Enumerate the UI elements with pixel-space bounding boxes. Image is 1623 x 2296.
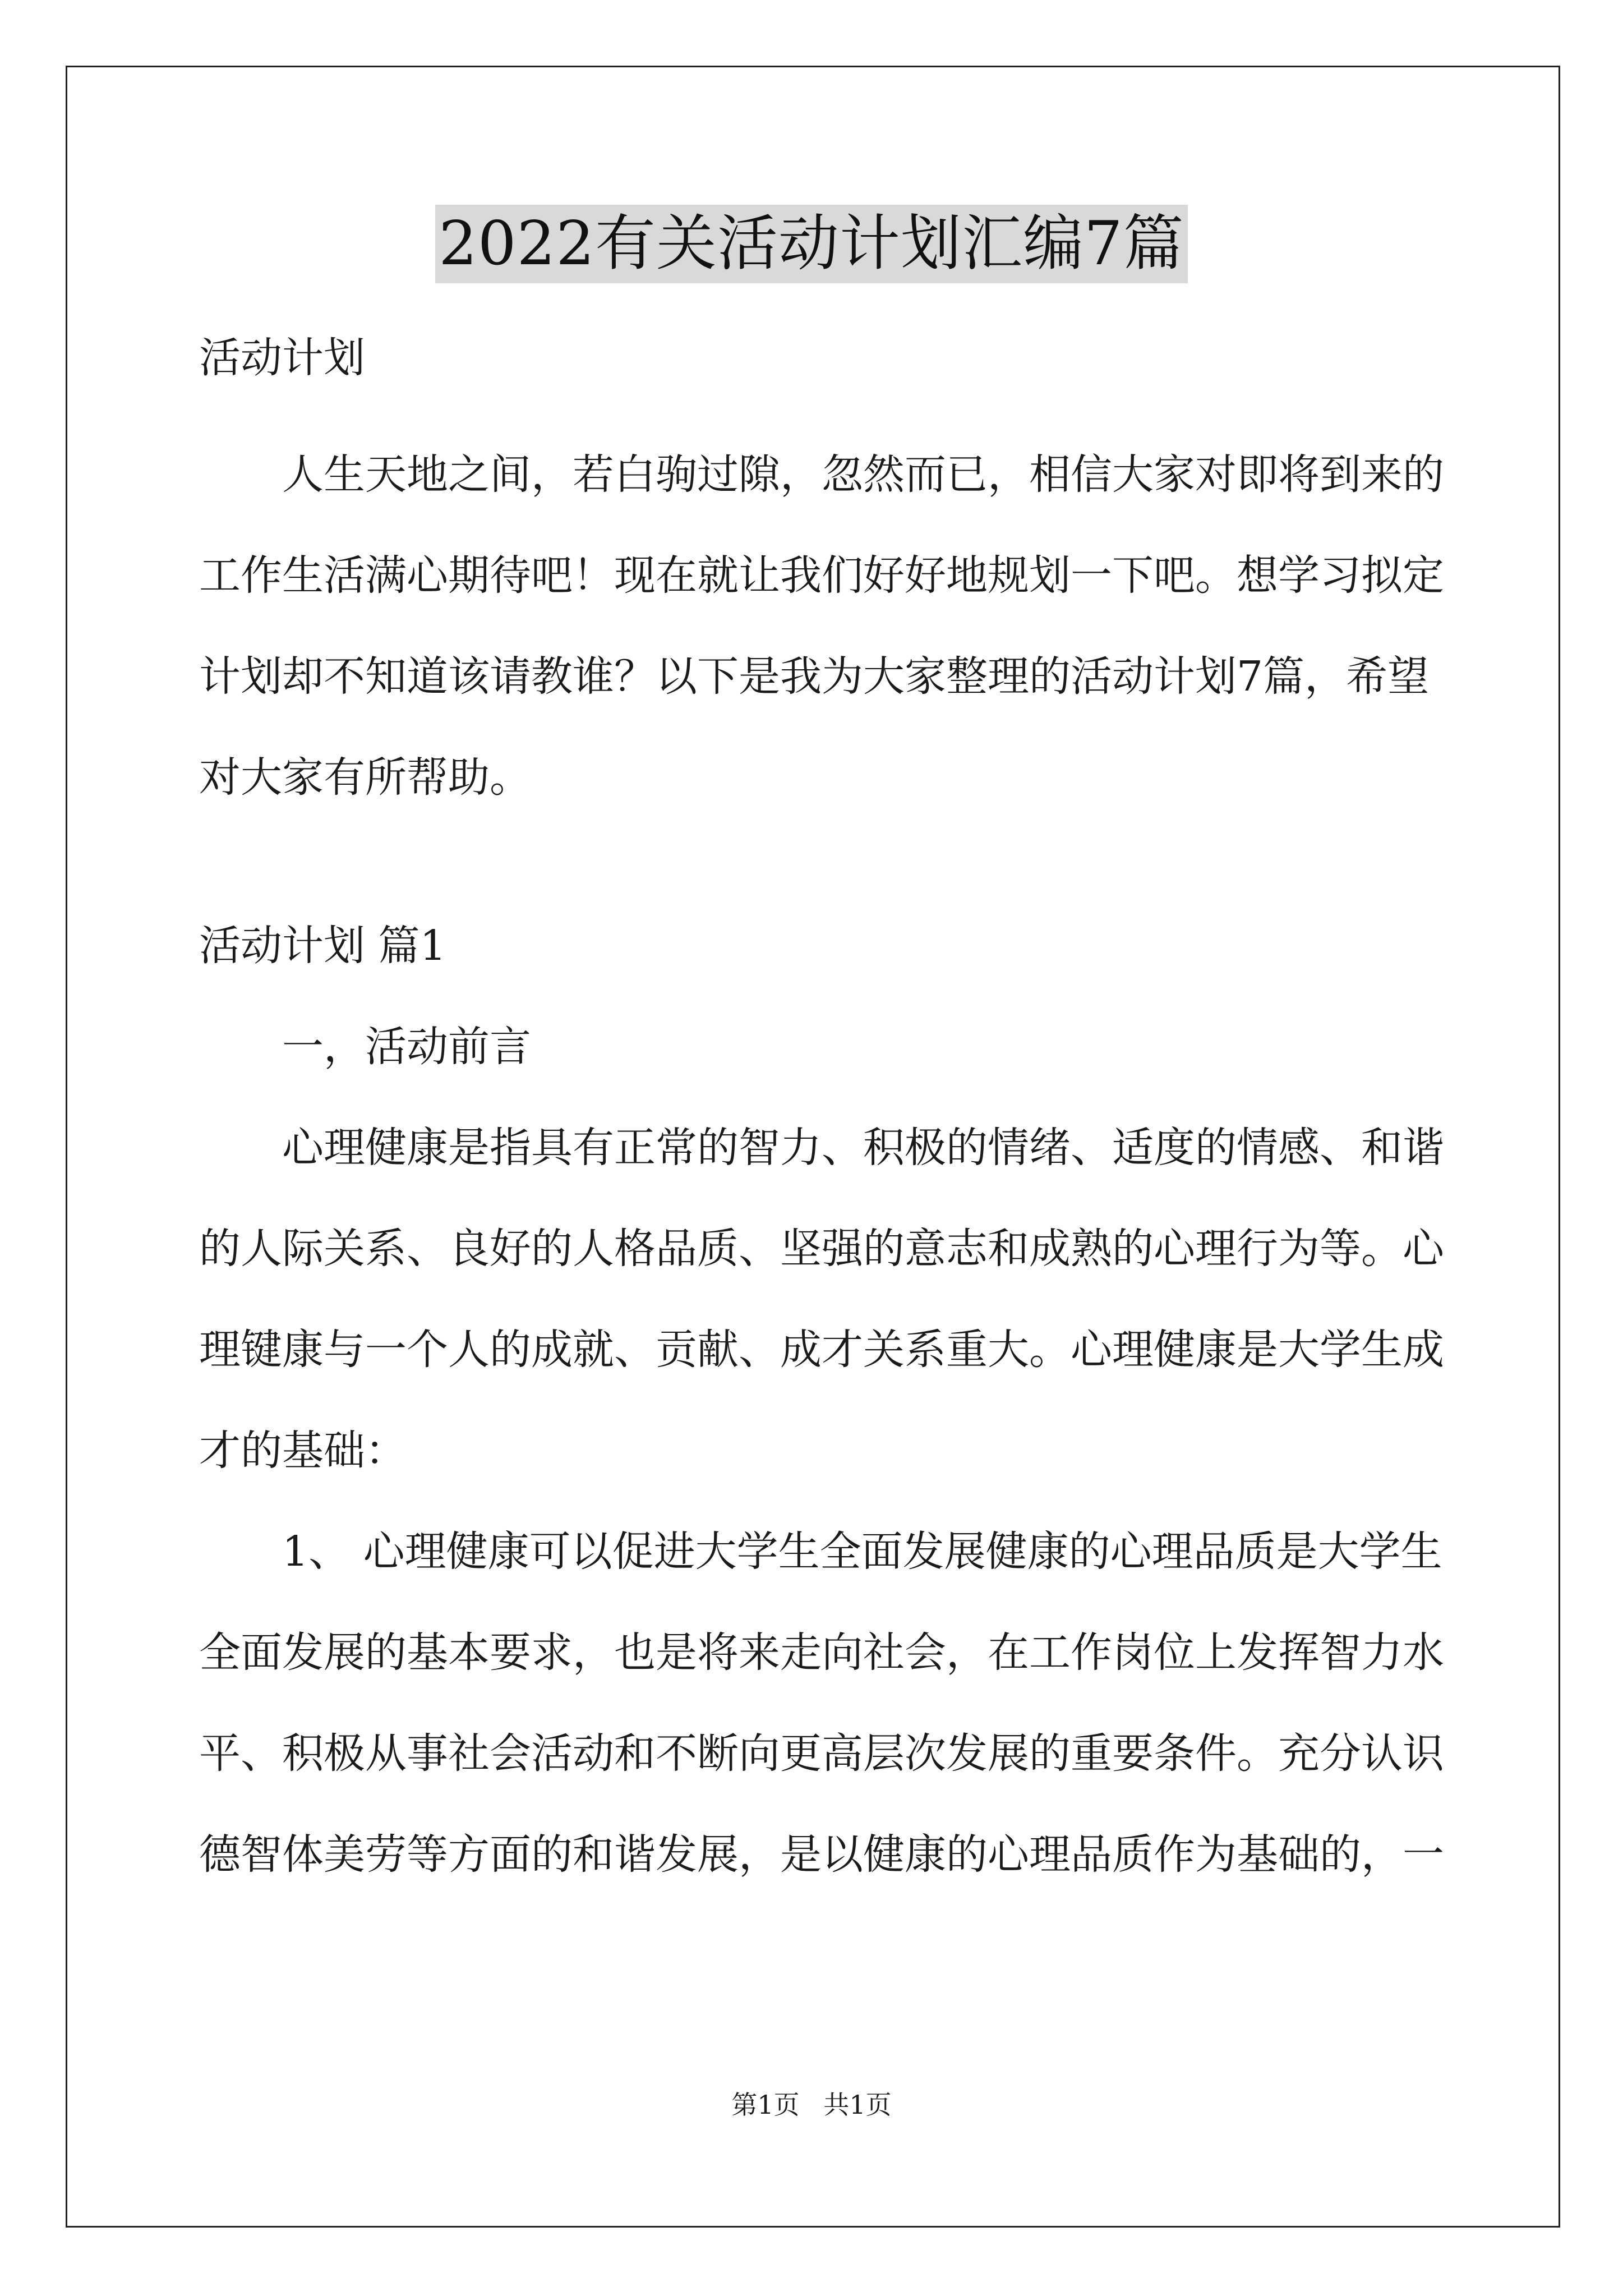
intro-line: 对大家有所帮助。 — [199, 753, 531, 802]
paragraph-line: 平、积极从事社会活动和不断向更高层次发展的重要条件。充分认识 — [199, 1729, 1444, 1778]
section-heading: 活动计划 — [199, 334, 365, 382]
document-body — [199, 307, 1444, 1905]
paragraph-line: 理键康与一个人的成就、贡献、成才关系重大。心理健康是大学生成 — [199, 1326, 1444, 1374]
page-number: 第1页 — [731, 2090, 800, 2120]
title-container — [0, 205, 1623, 283]
page-total: 共1页 — [823, 2090, 892, 2120]
subheading: 一，活动前言 — [282, 1023, 531, 1071]
paragraph-line: 心理健康是指具有正常的智力、积极的情绪、适度的情感、和谐 — [282, 1124, 1444, 1172]
page-footer — [0, 2088, 1623, 2122]
document-title: 2022有关活动计划汇编7篇 — [435, 205, 1188, 283]
intro-line: 工作生活满心期待吧！现在就让我们好好地规划一下吧。想学习拟定 — [199, 551, 1444, 600]
paragraph-line: 1、 心理健康可以促进大学生全面发展健康的心理品质是大学生 — [282, 1527, 1442, 1576]
paragraph-line: 全面发展的基本要求，也是将来走向社会，在工作岗位上发挥智力水 — [199, 1628, 1444, 1677]
intro-line: 计划却不知道该请教谁？以下是我为大家整理的活动计划7篇，希望 — [199, 652, 1430, 701]
section-title: 活动计划 篇1 — [199, 922, 446, 970]
paragraph-line: 的人际关系、良好的人格品质、坚强的意志和成熟的心理行为等。心 — [199, 1225, 1444, 1273]
paragraph-line: 才的基础： — [199, 1427, 407, 1475]
paragraph-line: 德智体美劳等方面的和谐发展，是以健康的心理品质作为基础的，一 — [199, 1830, 1444, 1879]
intro-line: 人生天地之间，若白驹过隙，忽然而已，相信大家对即将到来的 — [282, 450, 1444, 499]
